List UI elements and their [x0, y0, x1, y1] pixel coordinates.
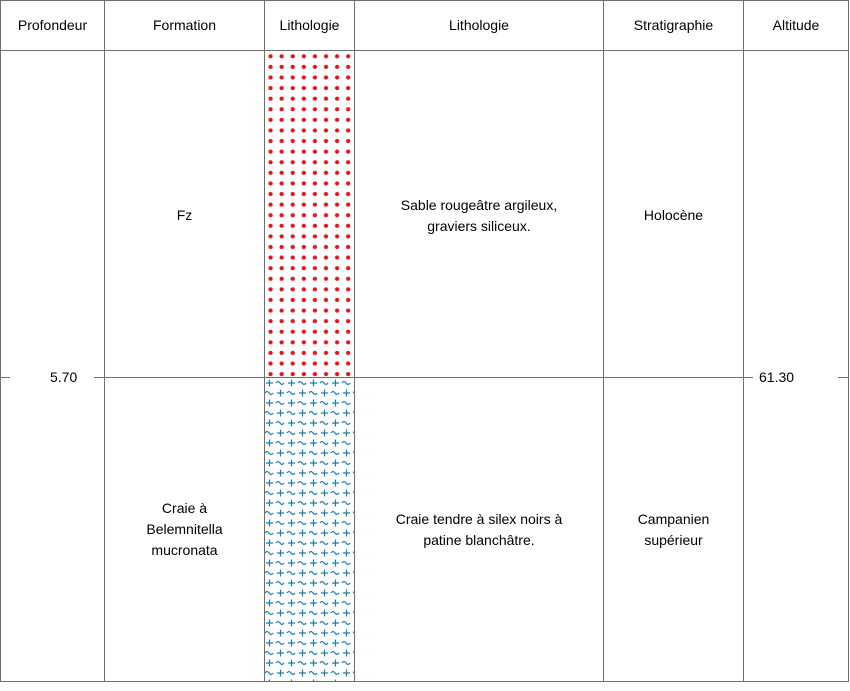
layer-1-stratigraphy [604, 195, 743, 235]
layer-2-stratigraphy [604, 508, 743, 552]
header-stratigraphy: Stratigraphie [633, 17, 714, 33]
description-line: graviers siliceux. [427, 218, 531, 234]
layer-boundary-line [104, 377, 744, 378]
header-lithology-pattern: Lithologie [279, 17, 340, 33]
layer-1-formation [105, 195, 264, 235]
stratigraphy-line: supérieur [644, 532, 703, 548]
grid-line [743, 0, 744, 681]
formation-line: Belemnitella [146, 520, 223, 537]
header-altitude: Altitude [772, 17, 820, 33]
depth-tick [94, 377, 104, 378]
stratigraphy-label: Holocène [643, 206, 704, 223]
grid-line [603, 0, 604, 681]
header-lithology-description: Lithologie [449, 17, 509, 33]
grid-line [0, 0, 1, 681]
grid-line [354, 0, 355, 681]
altitude-tick [838, 377, 848, 378]
layer-1-description [355, 194, 603, 238]
stratigraphy-line: Campanien [637, 511, 710, 527]
altitude-tick [743, 377, 753, 378]
header-formation: Formation [152, 17, 217, 33]
sand-dots-icon [265, 51, 354, 377]
table-bottom-border [0, 681, 849, 682]
header-depth: Profondeur [17, 17, 88, 33]
boundary-depth-value: 5.70 [50, 369, 78, 385]
header-bottom-border [0, 50, 849, 51]
description-line: Sable rougeâtre argileux, [400, 197, 558, 213]
layer-2-formation [105, 496, 264, 562]
grid-line [104, 0, 105, 681]
depth-tick [0, 377, 10, 378]
description-line: Craie tendre à silex noirs à [395, 511, 563, 527]
formation-label: Fz [176, 206, 193, 223]
chalk-flint-icon [265, 378, 354, 681]
description-line: patine blanchâtre. [423, 532, 535, 548]
formation-line: Craie à [161, 499, 208, 516]
formation-line: mucronata [151, 541, 218, 558]
layer-2-description [355, 508, 603, 552]
grid-line [848, 0, 849, 681]
boundary-altitude-value: 61.30 [759, 369, 795, 385]
